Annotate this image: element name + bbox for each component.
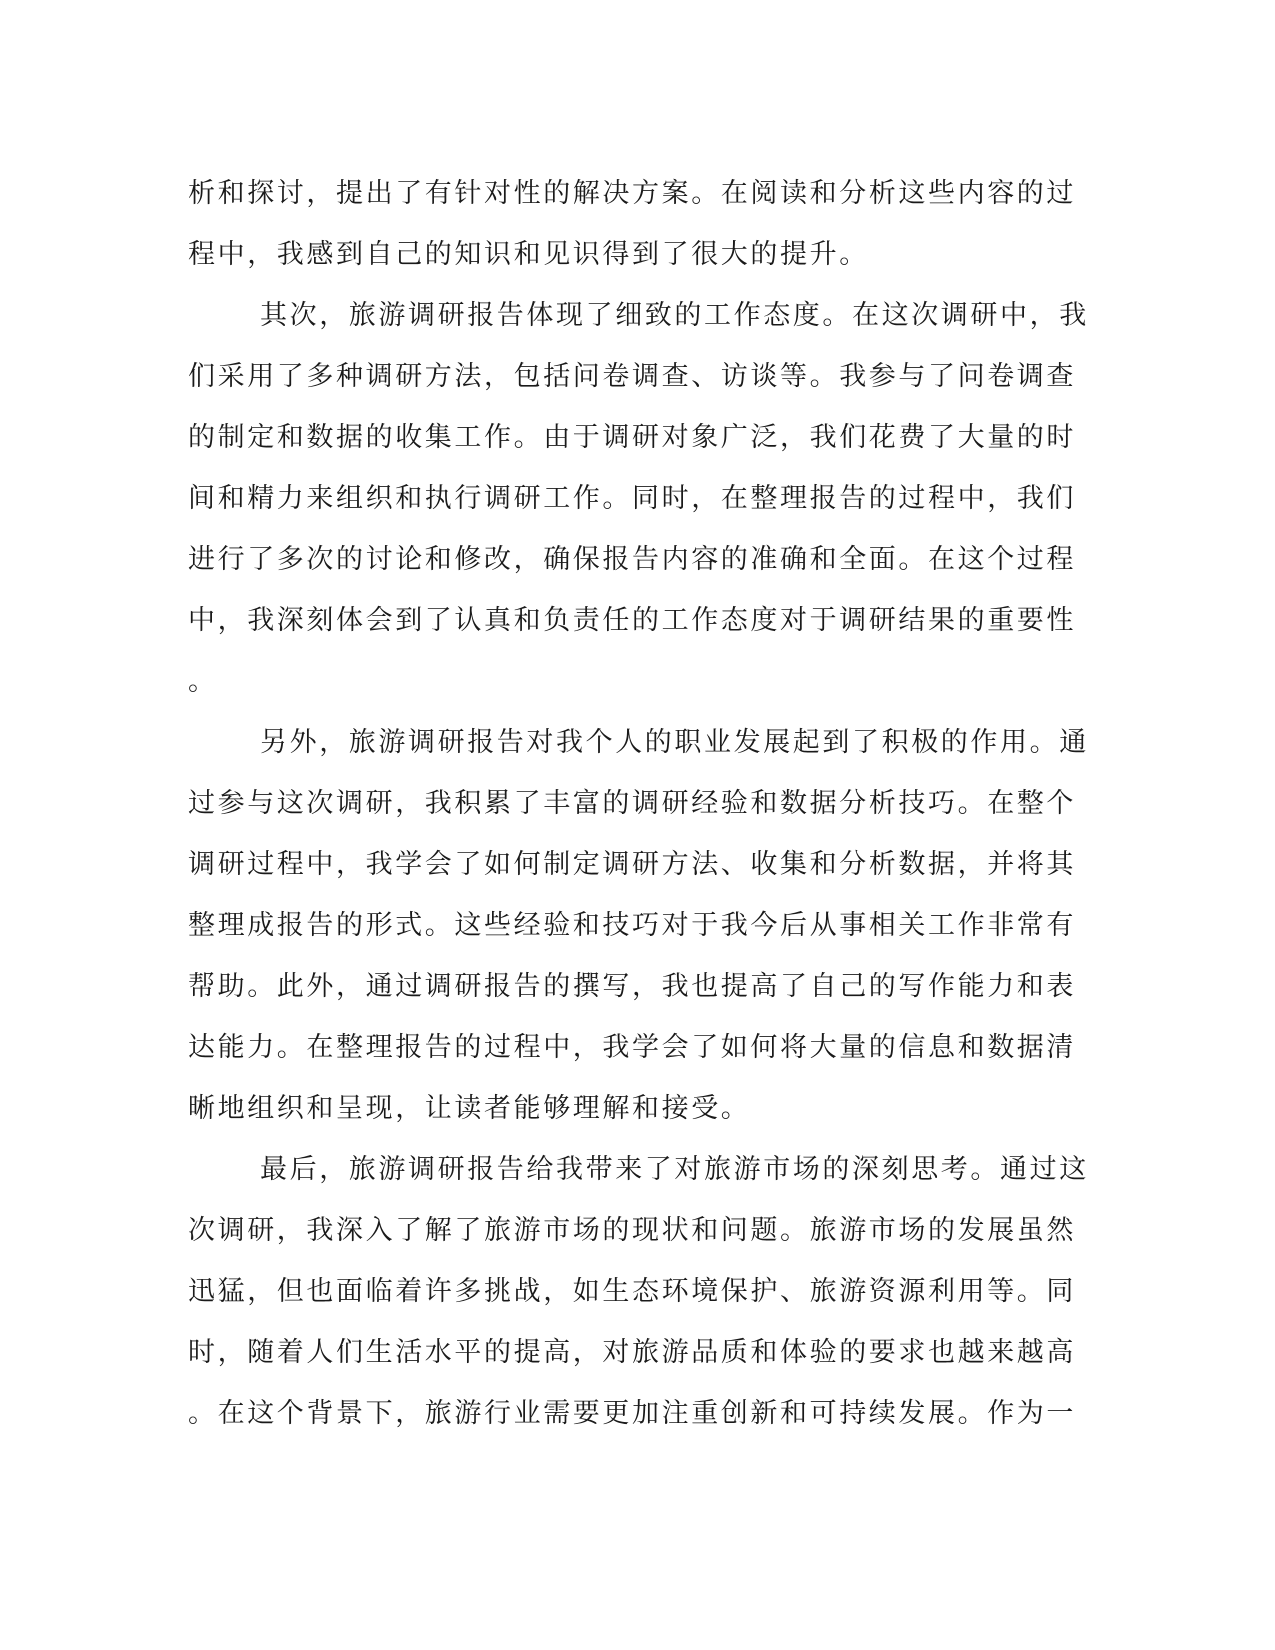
- text-line: 次调研，我深入了解了旅游市场的现状和问题。旅游市场的发展虽然: [188, 1215, 1076, 1246]
- text-line: 们采用了多种调研方法，包括问卷调查、访谈等。我参与了问卷调查: [188, 361, 1076, 392]
- text-line: 间和精力来组织和执行调研工作。同时，在整理报告的过程中，我们: [188, 483, 1076, 514]
- text-line: 时，随着人们生活水平的提高，对旅游品质和体验的要求也越来越高: [188, 1337, 1076, 1368]
- text-line: 程中，我感到自己的知识和见识得到了很大的提升。: [188, 239, 869, 270]
- text-line: 帮助。此外，通过调研报告的撰写，我也提高了自己的写作能力和表: [188, 971, 1076, 1002]
- paragraph-career-development: [188, 712, 1088, 1139]
- text-line: 最后，旅游调研报告给我带来了对旅游市场的深刻思考。通过这: [260, 1154, 1089, 1185]
- text-line: 。在这个背景下，旅游行业需要更加注重创新和可持续发展。作为一: [188, 1398, 1076, 1429]
- text-line: 晰地组织和呈现，让读者能够理解和接受。: [188, 1093, 751, 1124]
- text-line: 。: [188, 666, 218, 697]
- text-line: 达能力。在整理报告的过程中，我学会了如何将大量的信息和数据清: [188, 1032, 1076, 1063]
- text-line: 其次，旅游调研报告体现了细致的工作态度。在这次调研中，我: [260, 300, 1089, 331]
- text-line: 另外，旅游调研报告对我个人的职业发展起到了积极的作用。通: [260, 727, 1089, 758]
- paragraph-continuation: [188, 163, 1088, 285]
- text-line: 进行了多次的讨论和修改，确保报告内容的准确和全面。在这个过程: [188, 544, 1076, 575]
- paragraph-work-attitude: [188, 285, 1088, 712]
- text-line: 整理成报告的形式。这些经验和技巧对于我今后从事相关工作非常有: [188, 910, 1076, 941]
- text-line: 过参与这次调研，我积累了丰富的调研经验和数据分析技巧。在整个: [188, 788, 1076, 819]
- body-text: [188, 163, 1088, 1444]
- text-line: 中，我深刻体会到了认真和负责任的工作态度对于调研结果的重要性: [188, 605, 1076, 636]
- text-line: 迅猛，但也面临着许多挑战，如生态环境保护、旅游资源利用等。同: [188, 1276, 1076, 1307]
- text-line: 的制定和数据的收集工作。由于调研对象广泛，我们花费了大量的时: [188, 422, 1076, 453]
- text-line: 析和探讨，提出了有针对性的解决方案。在阅读和分析这些内容的过: [188, 178, 1076, 209]
- text-line: 调研过程中，我学会了如何制定调研方法、收集和分析数据，并将其: [188, 849, 1076, 880]
- paragraph-market-reflection: [188, 1139, 1088, 1444]
